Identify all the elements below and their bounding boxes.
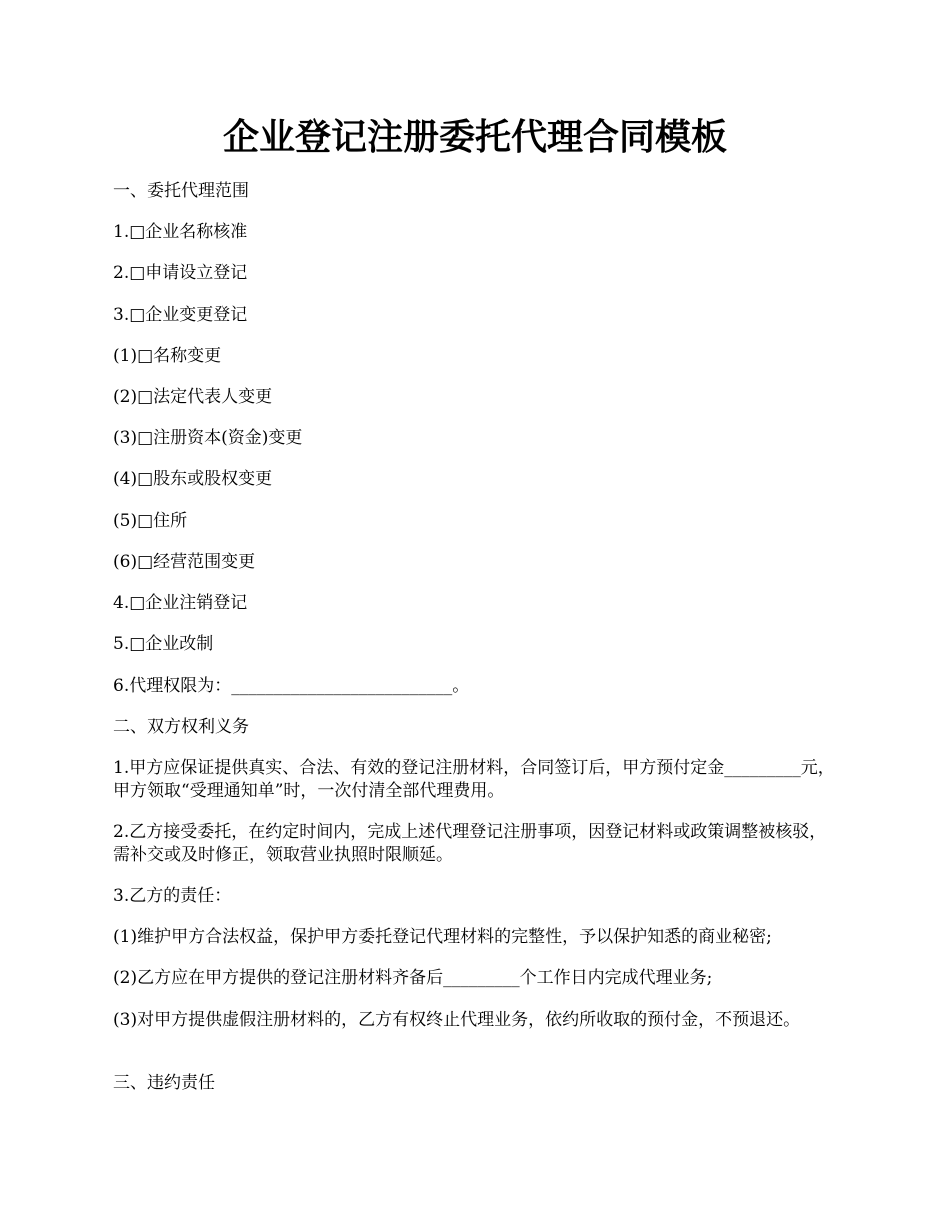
paragraph-item: (4)□股东或股权变更	[113, 469, 273, 489]
paragraph-item: (5)□住所	[113, 511, 188, 531]
paragraph-item: (2)乙方应在甲方提供的登记注册材料齐备后_________个工作日内完成代理业务;	[113, 968, 713, 988]
paragraph-item: (2)□法定代表人变更	[113, 387, 273, 407]
section-heading-rights: 二、双方权利义务	[113, 717, 249, 737]
paragraph-item: 1.□企业名称核准	[113, 222, 248, 242]
paragraph-item: 2.乙方接受委托，在约定时间内，完成上述代理登记注册事项，因登记材料或政策调整被核驳，需补交或及时修正，领取营业执照时限顺延。	[113, 822, 827, 865]
paragraph-item: 4.□企业注销登记	[113, 593, 248, 613]
paragraph-item: 6.代理权限为：__________________________。	[113, 676, 470, 696]
section-heading-scope: 一、委托代理范围	[113, 181, 249, 201]
paragraph-item: (1)维护甲方合法权益，保护甲方委托登记代理材料的完整性，予以保护知悉的商业秘密;	[113, 927, 772, 947]
section-heading-liability: 三、违约责任	[113, 1073, 215, 1093]
paragraph-item: 3.□企业变更登记	[113, 305, 248, 325]
paragraph-item: (3)对甲方提供虚假注册材料的，乙方有权终止代理业务，依约所收取的预付金，不预退还。	[113, 1010, 801, 1030]
paragraph-item: 2.□申请设立登记	[113, 263, 248, 283]
paragraph-item: 5.□企业改制	[113, 634, 214, 654]
paragraph-item: (6)□经营范围变更	[113, 552, 256, 572]
paragraph-item: 3.乙方的责任：	[113, 886, 232, 906]
document-title: 企业登记注册委托代理合同模板	[222, 116, 727, 158]
paragraph-item: (3)□注册资本(资金)变更	[113, 428, 303, 448]
paragraph-item: 1.甲方应保证提供真实、合法、有效的登记注册材料，合同签订后，甲方预付定金_________元，甲方领取“受理通知单”时，一次付清全部代理费用。	[113, 758, 835, 801]
paragraph-item: (1)□名称变更	[113, 346, 222, 366]
